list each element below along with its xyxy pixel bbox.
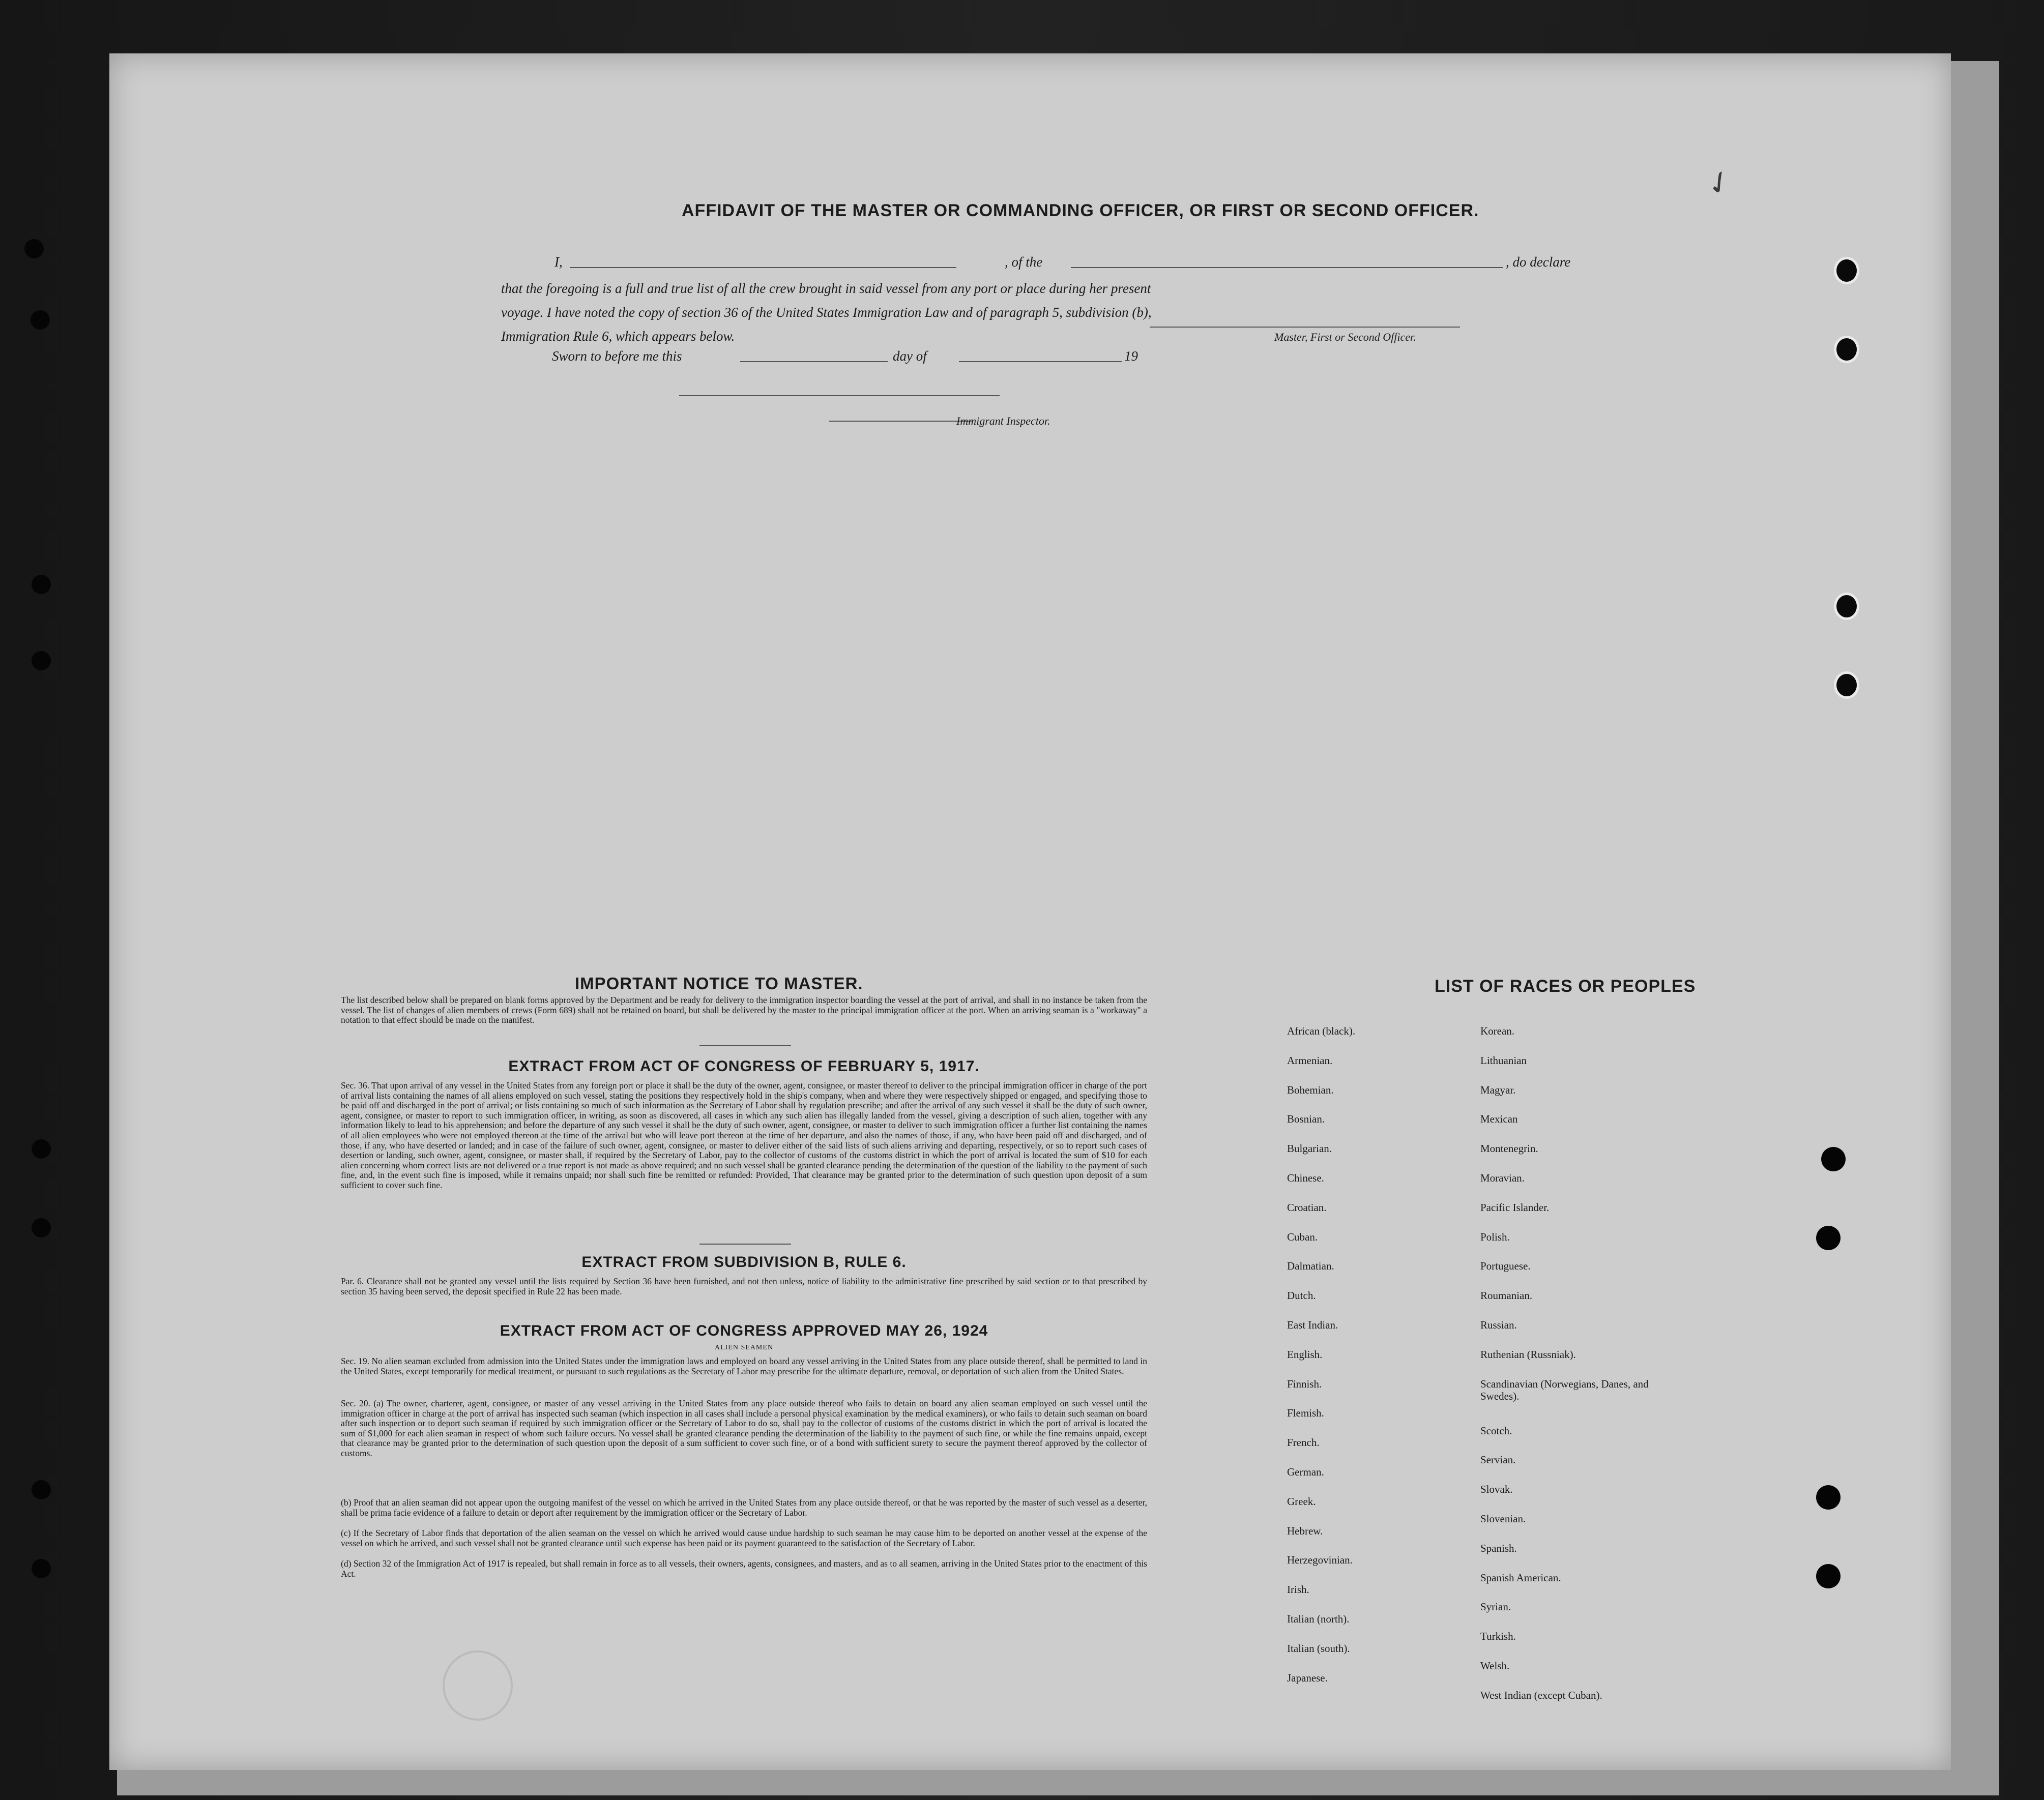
race-item: Scandinavian (Norwegians, Danes, and Swedes). bbox=[1480, 1377, 1649, 1402]
race-item: Chinese. bbox=[1287, 1171, 1324, 1184]
section-divider bbox=[699, 1045, 791, 1046]
races-left-column bbox=[1287, 1025, 1470, 1701]
declaration-line-1-mid: , of the bbox=[1005, 254, 1043, 270]
race-item: Turkish. bbox=[1480, 1630, 1516, 1643]
binding-hole bbox=[32, 1559, 51, 1578]
sworn-start: Sworn to before me this bbox=[552, 348, 682, 364]
race-item: Bulgarian. bbox=[1287, 1142, 1332, 1155]
race-item: Lithuanian bbox=[1480, 1054, 1527, 1067]
extract-1917-title: EXTRACT FROM ACT OF CONGRESS OF FEBRUARY 5, 1917. bbox=[508, 1058, 980, 1075]
race-item: Roumanian. bbox=[1480, 1289, 1533, 1302]
inspector-signature-line[interactable] bbox=[829, 421, 972, 422]
race-item: French. bbox=[1287, 1436, 1320, 1449]
race-item: Pacific Islander. bbox=[1480, 1201, 1550, 1214]
binding-hole bbox=[32, 1480, 51, 1499]
race-item: Russian. bbox=[1480, 1318, 1517, 1331]
race-item: Finnish. bbox=[1287, 1377, 1322, 1390]
punch-hole bbox=[1816, 1564, 1841, 1588]
race-item: Dutch. bbox=[1287, 1289, 1316, 1302]
notice-title: IMPORTANT NOTICE TO MASTER. bbox=[575, 974, 863, 993]
races-right-column bbox=[1480, 1025, 1679, 1719]
race-item: Spanish. bbox=[1480, 1542, 1517, 1554]
sworn-month-blank[interactable] bbox=[959, 361, 1122, 362]
race-item: Korean. bbox=[1480, 1025, 1515, 1037]
section-20c-text: (c) If the Secretary of Labor finds that deportation of the alien seaman on the vessel on which he arrived would cause undue hardship to such seaman he may cause him to be deported on another vessel at the expense of the vessel on which he arrived, and such vessel shall not be granted clearance until such expense has been paid or its payment guaranteed to the satisfaction of the Secretary of Labor. bbox=[341, 1528, 1147, 1548]
binding-hole bbox=[32, 575, 51, 594]
binding-hole bbox=[32, 1218, 51, 1237]
name-blank[interactable] bbox=[570, 267, 956, 268]
inspector-top-line bbox=[679, 395, 1000, 396]
race-item: Mexican bbox=[1480, 1113, 1518, 1126]
signature-label: Master, First or Second Officer. bbox=[1274, 331, 1416, 343]
punch-tab bbox=[1834, 336, 1859, 363]
race-item: Japanese. bbox=[1287, 1671, 1328, 1684]
race-item: Irish. bbox=[1287, 1583, 1309, 1596]
race-item: Flemish. bbox=[1287, 1407, 1324, 1420]
race-item: Italian (south). bbox=[1287, 1642, 1350, 1655]
race-item: Bosnian. bbox=[1287, 1113, 1325, 1126]
race-item: Servian. bbox=[1480, 1454, 1516, 1466]
extract-1924-title: EXTRACT FROM ACT OF CONGRESS APPROVED MAY 26, 1924 bbox=[500, 1322, 988, 1339]
race-item: German. bbox=[1287, 1465, 1324, 1478]
race-item: Dalmatian. bbox=[1287, 1260, 1334, 1273]
extract-1924-subtitle: ALIEN SEAMEN bbox=[714, 1344, 774, 1351]
sworn-end: 19 bbox=[1124, 348, 1138, 364]
declaration-line-1-end: , do declare bbox=[1506, 254, 1571, 270]
race-item: Portuguese. bbox=[1480, 1260, 1531, 1273]
race-item: Ruthenian (Russniak). bbox=[1480, 1348, 1576, 1361]
section-19-text: Sec. 19. No alien seaman excluded from admission into the United States under the immigration laws and employed on board any vessel arriving in the United States from any place outside thereof, shall be permitted to land in the United States, except temporarily for medical treatment, or pursuant to such regulations as the Secretary of Labor may prescribe for the ultimate departure, removal, or deportation of such alien from the United States. bbox=[341, 1356, 1147, 1376]
section-20d-text: (d) Section 32 of the Immigration Act of 1917 is repealed, but shall remain in force as to all vessels, their owners, agents, consignees, and masters, and as to all seamen, arriving in the United States prior to the enactment of this Act. bbox=[341, 1558, 1147, 1579]
declaration-line-4: Immigration Rule 6, which appears below. bbox=[501, 329, 735, 344]
race-item: Italian (north). bbox=[1287, 1612, 1350, 1625]
inspector-label: Immigrant Inspector. bbox=[956, 415, 1050, 427]
race-item: Slovenian. bbox=[1480, 1512, 1526, 1525]
race-item: Croatian. bbox=[1287, 1201, 1327, 1214]
faded-stamp bbox=[443, 1650, 513, 1721]
race-item: Bohemian. bbox=[1287, 1083, 1334, 1096]
race-item: Armenian. bbox=[1287, 1054, 1333, 1067]
race-item: English. bbox=[1287, 1348, 1323, 1361]
binding-hole bbox=[31, 310, 50, 330]
punch-hole bbox=[1816, 1485, 1841, 1510]
race-item: African (black). bbox=[1287, 1025, 1356, 1037]
race-item: East Indian. bbox=[1287, 1318, 1338, 1331]
race-item: West Indian (except Cuban). bbox=[1480, 1689, 1602, 1701]
section-20b-text: (b) Proof that an alien seaman did not appear upon the outgoing manifest of the vessel on which he arrived in the United States from any place outside thereof, or that he was reported by the master of such vessel as a deserter, shall be prima facie evidence of a failure to detain or deport after requirement by the immigration officer or the Secretary of Labor. bbox=[341, 1497, 1147, 1518]
race-item: Hebrew. bbox=[1287, 1524, 1323, 1537]
manifest-page bbox=[109, 53, 1951, 1770]
sworn-mid: day of bbox=[893, 348, 927, 364]
race-item: Greek. bbox=[1287, 1495, 1316, 1508]
race-item: Slovak. bbox=[1480, 1483, 1513, 1496]
race-item: Welsh. bbox=[1480, 1659, 1510, 1672]
extract-1917-body: Sec. 36. That upon arrival of any vessel in the United States from any foreign port or place it shall be the duty of the owner, agent, consignee, or master thereof to deliver to the principal immigration officer in charge of the port of arrival lists containing the names of all aliens employed on such vessel, stating the positions they respectively hold in the ship's company, when and where they were respectively shipped or engaged, and specifying those to be paid off and discharged in the port of arrival; or lists containing so much of such information as the Secretary of Labor shall by regulation prescribe; and after the arrival of any such vessel it shall be the duty of such owner, agent, consignee, or master to report to such immigration officer, in writing, as soon as discovered, all cases in which any such alien has illegally landed from the vessel, giving a description of such alien, together with any information likely to lead to his apprehension; and before the departure of any such vessel it shall be the duty of such owner, agent, consignee, or master to deliver to such immigration officer a further list containing the names of all alien employees who were not employed thereon at the time of the arrival but who will leave port thereon at the time of her departure, and also the names of those, if any, who have been paid off and discharged, and of those, if any, who have deserted or landed; and in case of the failure of such owner, agent, consignee, or master to deliver either of the said lists of such aliens arriving and departing, respectively, or so to report such cases of desertion or landing, such owner, agent, consignee, or master shall, if required by the Secretary of Labor, pay to the collector of customs of the customs district in which the port of arrival is located the sum of $10 for each alien concerning whom correct lists are not delivered or a true report is not made as above required; and no such vessel shall be granted clearance pending the determination of the question of the liability to the payment of such fine, and, in the event such fine is imposed, while it remains unpaid; nor shall such fine be remitted or refunded: Provided, That clearance may be granted prior to the determination of such question upon deposit of a sum sufficient to cover such fine. bbox=[341, 1080, 1147, 1190]
punch-tab bbox=[1834, 593, 1859, 620]
binding-hole bbox=[32, 1139, 51, 1159]
races-title: LIST OF RACES OR PEOPLES bbox=[1435, 977, 1696, 996]
race-item: Polish. bbox=[1480, 1230, 1510, 1243]
punch-tab bbox=[1834, 671, 1859, 699]
race-item: Spanish American. bbox=[1480, 1571, 1561, 1584]
race-item: Syrian. bbox=[1480, 1601, 1511, 1613]
binding-hole bbox=[32, 651, 51, 670]
race-item: Montenegrin. bbox=[1480, 1142, 1538, 1155]
declaration-line-2: that the foregoing is a full and true list of all the crew brought in said vessel from any port or place during her present bbox=[501, 281, 1151, 296]
race-item: Cuban. bbox=[1287, 1230, 1318, 1243]
notice-body: The list described below shall be prepared on blank forms approved by the Department and be ready for delivery to the immigration inspector boarding the vessel at the port of arrival, and shall in no instance be taken from the vessel. The list of changes of alien members of crews (Form 689) shall not be retained on board, but shall be delivered by the master to the principal immigration officer at the port. When an arriving seaman is a "workaway" a notation to that effect should be made on the manifest. bbox=[341, 995, 1147, 1025]
declaration-line-1-start: I, bbox=[554, 254, 563, 270]
declaration-line-3: voyage. I have noted the copy of section 36 of the United States Immigration Law and of paragraph 5, subdivision (b), bbox=[501, 305, 1152, 320]
section-20a-text: Sec. 20. (a) The owner, charterer, agent, consignee, or master of any vessel arriving in the United States from any place outside thereof who fails to detain on board any alien seaman employed on such vessel until the immigration officer in charge at the port of arrival has inspected such seaman (which inspection in all cases shall include a personal physical examination by the medical examiners), or who fails to detain such seaman on board after such inspection or to deport such seaman if required by such immigration officer or the Secretary of Labor to do so, shall pay to the collector of customs of the customs district in which the port of arrival is located the sum of $1,000 for each alien seaman in respect of whom such failure occurs. No vessel shall be granted clearance pending the determination of the liability to the payment of such fine, or while the fine remains unpaid, except that clearance may be granted prior to the determination of such question upon the deposit of a sum sufficient to cover such fine, or of a bond with sufficient surety to secure the payment thereof approved by the collector of customs. bbox=[341, 1398, 1147, 1458]
punch-hole bbox=[1816, 1226, 1841, 1250]
race-item: Magyar. bbox=[1480, 1083, 1516, 1096]
pencil-check-mark: ✓ bbox=[1699, 161, 1740, 205]
binding-hole bbox=[24, 239, 44, 258]
punch-tab bbox=[1834, 257, 1859, 284]
section-divider bbox=[699, 1244, 791, 1245]
sworn-day-blank[interactable] bbox=[740, 361, 888, 362]
race-item: Scotch. bbox=[1480, 1424, 1512, 1437]
punch-hole bbox=[1821, 1147, 1846, 1171]
rule-6-body: Par. 6. Clearance shall not be granted any vessel until the lists required by Section 36 have been furnished, and not then unless, notice of liability to the administrative fine prescribed by said section or to that prescribed by section 35 having been served, the deposit specified in Rule 22 has been made. bbox=[341, 1276, 1147, 1296]
affidavit-title: AFFIDAVIT OF THE MASTER OR COMMANDING OFFICER, OR FIRST OR SECOND OFFICER. bbox=[682, 201, 1479, 220]
rule-6-title: EXTRACT FROM SUBDIVISION B, RULE 6. bbox=[581, 1254, 907, 1271]
race-item: Herzegovinian. bbox=[1287, 1554, 1353, 1567]
race-item: Moravian. bbox=[1480, 1171, 1525, 1184]
vessel-blank[interactable] bbox=[1071, 267, 1503, 268]
signature-line[interactable] bbox=[1150, 327, 1460, 328]
